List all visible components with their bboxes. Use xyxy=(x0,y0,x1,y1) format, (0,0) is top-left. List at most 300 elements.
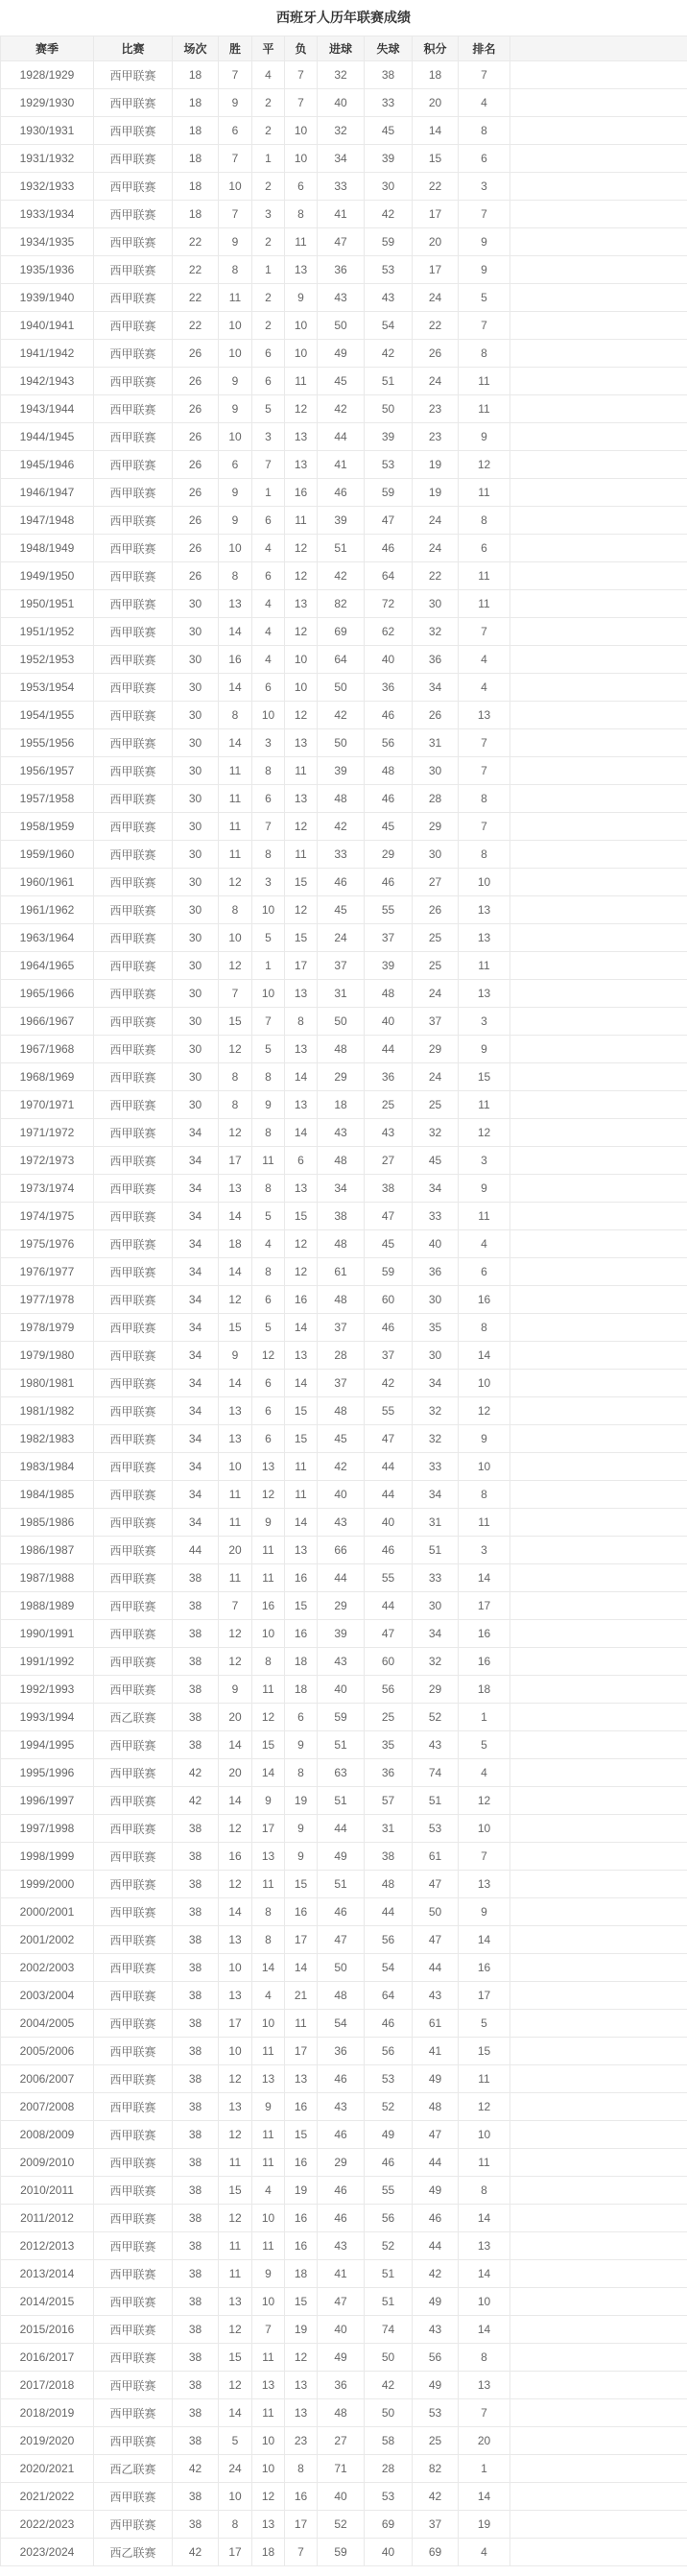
table-cell: 46 xyxy=(365,1537,413,1564)
table-cell: 51 xyxy=(365,2260,413,2288)
table-cell: 7 xyxy=(219,201,252,228)
table-cell: 60 xyxy=(365,1286,413,1314)
table-cell: 20 xyxy=(413,89,459,117)
table-cell: 12 xyxy=(285,2344,318,2372)
table-cell: 24 xyxy=(413,284,459,312)
table-cell: 2019/2020 xyxy=(1,2427,94,2455)
table-cell: 59 xyxy=(318,2539,365,2566)
table-cell: 36 xyxy=(318,2038,365,2065)
table-cell: 23 xyxy=(413,395,459,423)
table-cell: 59 xyxy=(365,228,413,256)
table-cell: 55 xyxy=(365,1397,413,1425)
table-cell: 西甲联赛 xyxy=(94,1314,173,1342)
table-cell: 26 xyxy=(413,702,459,729)
table-cell: 西甲联赛 xyxy=(94,61,173,89)
table-cell: 50 xyxy=(318,1008,365,1036)
table-cell: 西甲联赛 xyxy=(94,1147,173,1175)
table-cell-filler xyxy=(510,869,687,896)
table-cell: 西甲联赛 xyxy=(94,2260,173,2288)
table-cell: 11 xyxy=(219,1481,252,1509)
table-cell: 3 xyxy=(459,173,510,201)
table-cell: 34 xyxy=(173,1203,219,1230)
table-cell: 16 xyxy=(285,2093,318,2121)
table-header-row xyxy=(1,36,687,61)
table-cell: 44 xyxy=(318,1564,365,1592)
table-cell: 30 xyxy=(173,729,219,757)
table-cell: 13 xyxy=(219,1175,252,1203)
table-cell: 16 xyxy=(459,1620,510,1648)
table-cell: 20 xyxy=(413,228,459,256)
table-cell: 9 xyxy=(219,1676,252,1704)
table-cell: 1 xyxy=(252,256,285,284)
table-cell: 33 xyxy=(413,1453,459,1481)
table-cell: 26 xyxy=(413,896,459,924)
table-cell: 38 xyxy=(173,1843,219,1871)
table-cell: 26 xyxy=(173,535,219,562)
table-cell: 4 xyxy=(252,646,285,674)
table-cell: 12 xyxy=(285,1230,318,1258)
table-row xyxy=(1,2372,687,2399)
table-cell: 1956/1957 xyxy=(1,757,94,785)
table-cell: 18 xyxy=(413,61,459,89)
table-cell: 2005/2006 xyxy=(1,2038,94,2065)
table-cell: 西甲联赛 xyxy=(94,256,173,284)
table-cell: 12 xyxy=(219,1620,252,1648)
table-cell: 14 xyxy=(219,2399,252,2427)
table-cell: 西甲联赛 xyxy=(94,1564,173,1592)
table-cell: 17 xyxy=(285,952,318,980)
table-cell: 7 xyxy=(459,757,510,785)
table-cell: 2008/2009 xyxy=(1,2121,94,2149)
table-cell: 47 xyxy=(413,1871,459,1898)
table-row xyxy=(1,2427,687,2455)
table-cell: 15 xyxy=(219,2177,252,2205)
table-cell: 西甲联赛 xyxy=(94,1731,173,1759)
table-cell: 9 xyxy=(219,395,252,423)
table-cell: 9 xyxy=(219,507,252,535)
table-cell: 13 xyxy=(252,1843,285,1871)
table-cell: 11 xyxy=(219,1564,252,1592)
table-cell: 1945/1946 xyxy=(1,451,94,479)
table-cell: 1966/1967 xyxy=(1,1008,94,1036)
table-cell-filler xyxy=(510,1787,687,1815)
table-cell: 西甲联赛 xyxy=(94,2065,173,2093)
table-cell: 西甲联赛 xyxy=(94,479,173,507)
table-cell: 1946/1947 xyxy=(1,479,94,507)
table-cell: 11 xyxy=(252,2121,285,2149)
table-cell: 6 xyxy=(252,507,285,535)
table-cell: 1932/1933 xyxy=(1,173,94,201)
table-cell: 西甲联赛 xyxy=(94,2427,173,2455)
table-cell: 40 xyxy=(365,1008,413,1036)
table-cell: 4 xyxy=(459,2539,510,2566)
table-cell: 12 xyxy=(285,896,318,924)
table-cell: 17 xyxy=(285,1926,318,1954)
table-cell: 16 xyxy=(285,1564,318,1592)
table-cell: 16 xyxy=(459,1648,510,1676)
table-cell: 40 xyxy=(365,1509,413,1537)
table-cell-filler xyxy=(510,2065,687,2093)
table-cell: 47 xyxy=(365,507,413,535)
table-cell: 39 xyxy=(365,145,413,173)
table-cell: 38 xyxy=(173,2316,219,2344)
table-cell: 1933/1934 xyxy=(1,201,94,228)
table-cell: 16 xyxy=(285,1898,318,1926)
table-cell: 西甲联赛 xyxy=(94,2511,173,2539)
table-cell-filler xyxy=(510,1342,687,1370)
table-row xyxy=(1,1425,687,1453)
table-row xyxy=(1,618,687,646)
table-cell-filler xyxy=(510,479,687,507)
table-row xyxy=(1,702,687,729)
table-cell: 34 xyxy=(173,1481,219,1509)
table-cell-filler xyxy=(510,1620,687,1648)
table-cell: 1 xyxy=(252,479,285,507)
table-cell: 18 xyxy=(173,89,219,117)
table-cell: 10 xyxy=(252,896,285,924)
table-cell: 11 xyxy=(459,1203,510,1230)
table-cell: 1998/1999 xyxy=(1,1843,94,1871)
table-cell: 18 xyxy=(285,1676,318,1704)
table-cell: 9 xyxy=(459,1425,510,1453)
table-cell: 1942/1943 xyxy=(1,368,94,395)
table-cell-filler xyxy=(510,1203,687,1230)
table-cell: 12 xyxy=(219,2205,252,2232)
table-cell: 11 xyxy=(459,952,510,980)
table-cell: 47 xyxy=(318,2288,365,2316)
table-row xyxy=(1,2399,687,2427)
table-cell: 2 xyxy=(252,117,285,145)
table-cell: 46 xyxy=(318,869,365,896)
table-cell: 64 xyxy=(365,562,413,590)
table-cell: 29 xyxy=(413,1676,459,1704)
table-cell: 13 xyxy=(285,1175,318,1203)
table-cell: 7 xyxy=(285,89,318,117)
table-cell: 11 xyxy=(459,395,510,423)
table-cell: 1928/1929 xyxy=(1,61,94,89)
table-cell: 56 xyxy=(365,729,413,757)
table-cell: 7 xyxy=(459,201,510,228)
table-cell: 25 xyxy=(413,952,459,980)
table-cell: 51 xyxy=(413,1787,459,1815)
table-cell-filler xyxy=(510,284,687,312)
table-cell: 6 xyxy=(252,1425,285,1453)
table-row xyxy=(1,2511,687,2539)
table-cell: 9 xyxy=(285,1731,318,1759)
table-row xyxy=(1,646,687,674)
table-cell: 西甲联赛 xyxy=(94,1425,173,1453)
table-cell: 82 xyxy=(413,2455,459,2483)
table-cell: 30 xyxy=(413,757,459,785)
table-row xyxy=(1,1063,687,1091)
table-cell: 61 xyxy=(413,2010,459,2038)
table-cell: 42 xyxy=(173,2455,219,2483)
table-cell: 西甲联赛 xyxy=(94,2372,173,2399)
table-cell: 8 xyxy=(219,256,252,284)
table-cell: 33 xyxy=(413,1564,459,1592)
table-cell: 西甲联赛 xyxy=(94,1871,173,1898)
table-cell: 38 xyxy=(173,1620,219,1648)
table-cell: 50 xyxy=(365,2399,413,2427)
table-cell: 1979/1980 xyxy=(1,1342,94,1370)
table-cell: 11 xyxy=(459,2149,510,2177)
table-cell: 30 xyxy=(413,590,459,618)
table-row xyxy=(1,1537,687,1564)
table-cell: 12 xyxy=(285,813,318,841)
table-row xyxy=(1,1898,687,1926)
table-cell: 5 xyxy=(459,2010,510,2038)
table-cell: 19 xyxy=(413,451,459,479)
table-cell-filler xyxy=(510,507,687,535)
table-cell: 14 xyxy=(219,1370,252,1397)
table-cell: 9 xyxy=(285,1843,318,1871)
table-row xyxy=(1,1314,687,1342)
table-cell: 13 xyxy=(252,2372,285,2399)
table-cell: 38 xyxy=(173,2511,219,2539)
table-cell: 22 xyxy=(413,562,459,590)
table-cell: 45 xyxy=(318,1425,365,1453)
table-cell: 14 xyxy=(219,1258,252,1286)
table-cell: 1975/1976 xyxy=(1,1230,94,1258)
table-cell: 49 xyxy=(413,2065,459,2093)
table-cell: 48 xyxy=(413,2093,459,2121)
table-cell-filler xyxy=(510,1036,687,1063)
table-cell: 6 xyxy=(252,340,285,368)
table-cell: 2 xyxy=(252,228,285,256)
table-cell: 26 xyxy=(173,479,219,507)
table-cell: 2016/2017 xyxy=(1,2344,94,2372)
column-header: 积分 xyxy=(413,36,459,61)
table-cell: 32 xyxy=(318,61,365,89)
table-cell: 32 xyxy=(413,1397,459,1425)
table-cell: 15 xyxy=(219,1314,252,1342)
table-cell: 16 xyxy=(219,646,252,674)
table-cell: 20 xyxy=(219,1704,252,1731)
table-cell: 61 xyxy=(318,1258,365,1286)
table-cell: 12 xyxy=(459,2093,510,2121)
table-cell-filler xyxy=(510,89,687,117)
table-cell: 16 xyxy=(285,1286,318,1314)
table-cell: 44 xyxy=(365,1036,413,1063)
table-cell: 1978/1979 xyxy=(1,1314,94,1342)
table-cell: 9 xyxy=(252,1787,285,1815)
table-cell: 4 xyxy=(459,674,510,702)
table-cell-filler xyxy=(510,1314,687,1342)
table-cell: 13 xyxy=(285,423,318,451)
table-cell: 2023/2024 xyxy=(1,2539,94,2566)
table-cell: 9 xyxy=(219,368,252,395)
table-cell: 19 xyxy=(459,2511,510,2539)
table-cell: 6 xyxy=(252,562,285,590)
table-cell: 50 xyxy=(365,2344,413,2372)
table-cell: 10 xyxy=(252,1620,285,1648)
table-cell: 11 xyxy=(285,1453,318,1481)
table-cell: 40 xyxy=(318,2483,365,2511)
table-cell: 2014/2015 xyxy=(1,2288,94,2316)
table-cell: 47 xyxy=(413,2121,459,2149)
table-cell: 29 xyxy=(413,813,459,841)
table-cell: 1990/1991 xyxy=(1,1620,94,1648)
table-cell: 14 xyxy=(219,1787,252,1815)
table-cell: 西甲联赛 xyxy=(94,785,173,813)
table-cell: 2021/2022 xyxy=(1,2483,94,2511)
table-cell: 82 xyxy=(318,590,365,618)
table-cell: 西甲联赛 xyxy=(94,2177,173,2205)
table-cell: 1 xyxy=(459,2455,510,2483)
table-cell: 7 xyxy=(252,1008,285,1036)
table-cell: 30 xyxy=(173,869,219,896)
table-cell: 33 xyxy=(318,173,365,201)
table-cell: 38 xyxy=(173,2483,219,2511)
table-cell: 46 xyxy=(318,2065,365,2093)
table-cell: 13 xyxy=(459,980,510,1008)
table-cell: 西甲联赛 xyxy=(94,117,173,145)
table-cell-filler xyxy=(510,1063,687,1091)
table-cell: 10 xyxy=(285,646,318,674)
table-cell: 2000/2001 xyxy=(1,1898,94,1926)
table-cell: 38 xyxy=(173,2121,219,2149)
table-cell-filler xyxy=(510,646,687,674)
table-cell: 48 xyxy=(318,1286,365,1314)
table-cell: 49 xyxy=(413,2372,459,2399)
table-row xyxy=(1,2288,687,2316)
table-cell: 1983/1984 xyxy=(1,1453,94,1481)
table-row xyxy=(1,256,687,284)
table-cell: 15 xyxy=(413,145,459,173)
table-cell: 14 xyxy=(459,2260,510,2288)
table-cell: 西甲联赛 xyxy=(94,2121,173,2149)
table-cell: 52 xyxy=(413,1704,459,1731)
table-cell-filler xyxy=(510,952,687,980)
table-cell: 1968/1969 xyxy=(1,1063,94,1091)
table-cell: 32 xyxy=(413,618,459,646)
table-cell: 6 xyxy=(252,1397,285,1425)
table-cell: 1 xyxy=(252,145,285,173)
table-cell: 12 xyxy=(459,451,510,479)
table-cell: 2 xyxy=(252,284,285,312)
table-cell: 22 xyxy=(413,312,459,340)
table-cell: 34 xyxy=(173,1147,219,1175)
table-cell: 西甲联赛 xyxy=(94,507,173,535)
table-row xyxy=(1,2149,687,2177)
table-cell: 9 xyxy=(219,89,252,117)
table-row xyxy=(1,507,687,535)
table-cell: 30 xyxy=(173,1008,219,1036)
table-cell: 16 xyxy=(219,1843,252,1871)
table-cell-filler xyxy=(510,2427,687,2455)
table-cell: 43 xyxy=(318,284,365,312)
table-cell: 37 xyxy=(318,952,365,980)
column-header: 胜 xyxy=(219,36,252,61)
table-cell: 29 xyxy=(318,1063,365,1091)
table-cell: 38 xyxy=(173,2344,219,2372)
table-cell: 10 xyxy=(459,1815,510,1843)
table-cell: 50 xyxy=(318,729,365,757)
table-cell: 52 xyxy=(318,2511,365,2539)
table-cell-filler xyxy=(510,2177,687,2205)
table-cell: 34 xyxy=(413,1620,459,1648)
table-cell: 38 xyxy=(173,1982,219,2010)
table-cell: 10 xyxy=(285,312,318,340)
table-cell: 45 xyxy=(365,1230,413,1258)
table-cell: 11 xyxy=(459,562,510,590)
table-cell: 西甲联赛 xyxy=(94,1926,173,1954)
table-cell: 23 xyxy=(285,2427,318,2455)
table-cell: 15 xyxy=(219,2344,252,2372)
table-cell: 西甲联赛 xyxy=(94,1898,173,1926)
table-cell: 西甲联赛 xyxy=(94,1119,173,1147)
table-cell: 12 xyxy=(219,2065,252,2093)
table-cell: 1929/1930 xyxy=(1,89,94,117)
table-cell: 11 xyxy=(252,2038,285,2065)
table-cell-filler xyxy=(510,813,687,841)
table-cell: 1970/1971 xyxy=(1,1091,94,1119)
table-cell: 18 xyxy=(318,1091,365,1119)
table-cell: 14 xyxy=(459,1926,510,1954)
table-cell-filler xyxy=(510,2260,687,2288)
table-cell: 1991/1992 xyxy=(1,1648,94,1676)
table-cell: 53 xyxy=(365,451,413,479)
table-cell: 6 xyxy=(219,451,252,479)
table-cell: 50 xyxy=(413,1898,459,1926)
table-cell: 46 xyxy=(318,2121,365,2149)
table-cell: 1996/1997 xyxy=(1,1787,94,1815)
table-cell-filler xyxy=(510,2511,687,2539)
table-cell: 14 xyxy=(219,1731,252,1759)
table-cell: 5 xyxy=(252,1203,285,1230)
table-cell-filler xyxy=(510,1843,687,1871)
table-cell: 43 xyxy=(365,1119,413,1147)
table-cell: 38 xyxy=(173,1926,219,1954)
table-cell: 7 xyxy=(252,813,285,841)
table-cell-filler xyxy=(510,729,687,757)
table-cell: 12 xyxy=(252,2483,285,2511)
table-cell: 1988/1989 xyxy=(1,1592,94,1620)
table-cell: 50 xyxy=(365,395,413,423)
table-cell: 10 xyxy=(252,2010,285,2038)
table-cell: 19 xyxy=(413,479,459,507)
table-cell: 9 xyxy=(252,1091,285,1119)
table-cell: 5 xyxy=(252,924,285,952)
table-cell: 10 xyxy=(252,702,285,729)
table-cell: 49 xyxy=(318,2344,365,2372)
table-cell: 12 xyxy=(219,1815,252,1843)
table-cell: 15 xyxy=(252,1731,285,1759)
table-cell: 1976/1977 xyxy=(1,1258,94,1286)
table-cell: 30 xyxy=(173,1091,219,1119)
table-cell: 1 xyxy=(252,952,285,980)
table-row xyxy=(1,1954,687,1982)
table-cell: 54 xyxy=(318,2010,365,2038)
table-cell: 26 xyxy=(173,562,219,590)
table-cell: 8 xyxy=(459,340,510,368)
table-cell: 西甲联赛 xyxy=(94,980,173,1008)
table-cell: 12 xyxy=(459,1119,510,1147)
table-cell: 48 xyxy=(365,1871,413,1898)
table-cell-filler xyxy=(510,1425,687,1453)
table-cell: 13 xyxy=(459,2372,510,2399)
table-cell: 30 xyxy=(365,173,413,201)
table-cell-filler xyxy=(510,1564,687,1592)
table-cell: 1950/1951 xyxy=(1,590,94,618)
table-cell: 11 xyxy=(219,2232,252,2260)
table-cell: 西甲联赛 xyxy=(94,702,173,729)
table-cell: 10 xyxy=(219,423,252,451)
table-cell: 54 xyxy=(365,1954,413,1982)
table-cell: 37 xyxy=(413,1008,459,1036)
table-cell: 14 xyxy=(219,1203,252,1230)
table-cell-filler xyxy=(510,841,687,869)
